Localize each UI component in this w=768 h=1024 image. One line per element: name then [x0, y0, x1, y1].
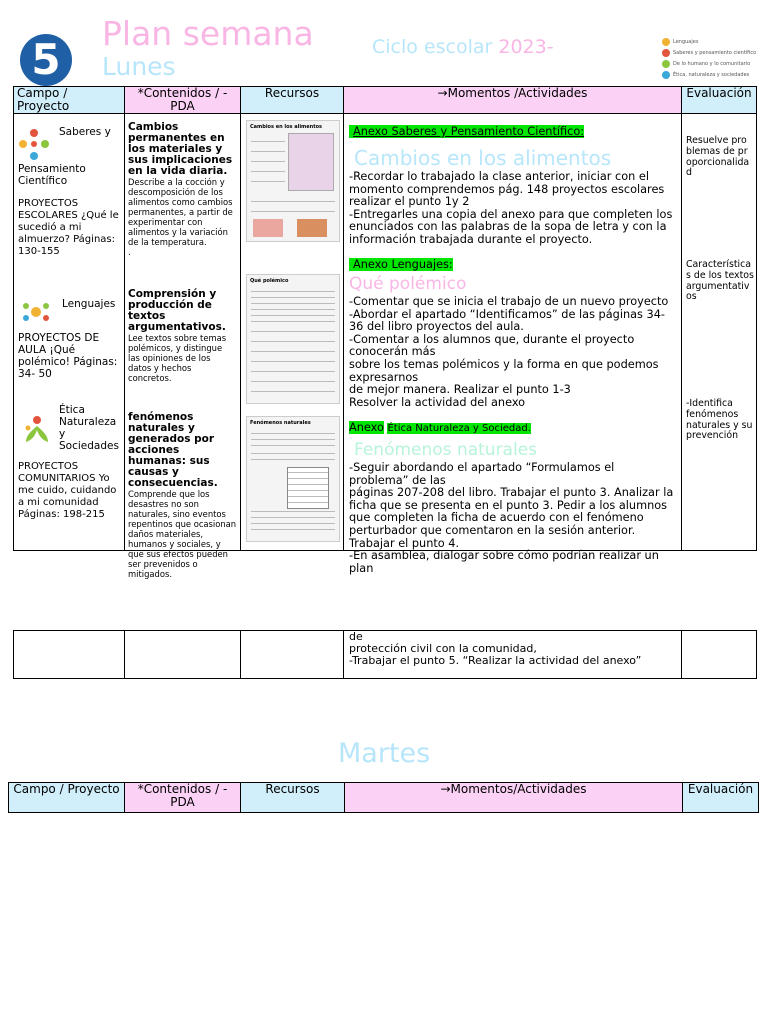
activity-text: -Seguir abordando el apartado “Formulamos el problema” de las	[349, 461, 615, 487]
evaluation-3: -Identifica fenómenos naturales y su prevención	[686, 398, 753, 442]
legend-item: Ética, naturaleza y sociedades	[662, 69, 766, 80]
empty-cell	[14, 631, 125, 679]
campo-cell	[14, 114, 125, 551]
school-cycle	[372, 36, 554, 58]
legend-item: Saberes y pensamiento científico	[662, 47, 766, 58]
col-contenidos: *Contenidos / - PDA	[125, 783, 241, 813]
content-3-title: fenómenos naturales y generados por acciones humanas: sus causas y consecuencias.	[128, 411, 218, 489]
word-search-grid	[288, 133, 334, 191]
legend-item: De lo humano y lo comunitario	[662, 58, 766, 69]
resource-thumbnail-1: Cambios en los alimentos	[246, 120, 340, 242]
tuesday-table	[8, 782, 759, 813]
activity-text: -Comentar a los alumnos que, durante el proyecto conocerán más	[349, 332, 635, 359]
empty-cell	[241, 631, 344, 679]
etica-icon	[22, 414, 52, 448]
saberes-icon	[662, 49, 670, 57]
col-momentos: →Momentos/Actividades	[345, 783, 683, 813]
activity-text: de mejor manera. Realizar el punto 1-3	[349, 383, 571, 397]
activity-title-2: Qué polémico	[349, 274, 467, 294]
content-1-tail: .	[128, 247, 131, 257]
anexo-lenguajes-label: Anexo Lenguajes:	[349, 258, 453, 271]
activity-text: -Trabajar el punto 5. “Realizar la actividad del anexo”	[349, 654, 642, 667]
legend-item: Lenguajes	[662, 36, 766, 47]
col-momentos: →Momentos /Actividades	[344, 87, 682, 114]
content-3-text: Comprende que los desastres no son naturales, sino eventos repentinos que ocasionan daños materiales, humanos y sociales, y que sus efectos pueden ser prevenidos o mitigados.	[128, 489, 237, 579]
lenguajes-title: Lenguajes	[62, 298, 116, 310]
activity-text: páginas 207-208 del libro. Trabajar el punto 3. Analizar la ficha que se presenta en el punto 3. Pedir a los alumnos que completen la ficha de acuerdo con el fenómeno perturbador que comentaron en la sesión anterior. Trabajar el punto 4.	[349, 486, 674, 550]
week-number-badge: 5	[20, 34, 72, 86]
activity-text: protección civil con la comunidad,	[349, 642, 537, 655]
cycle-year: 2023-	[498, 36, 554, 58]
food-image	[253, 219, 283, 237]
etica-project: PROYECTOS COMUNITARIOS Yo me cuido, cuidando a mi comunidad Páginas: 198-215	[18, 461, 117, 520]
anexo-etica-label: Ética Naturaleza y Sociedad.	[387, 423, 531, 434]
lenguajes-icon	[20, 296, 52, 328]
activity-title-1: Cambios en los alimentos	[354, 146, 612, 170]
col-evaluacion: Evaluación	[683, 783, 759, 813]
etica-title: Ética Naturaleza y Sociedades	[59, 404, 119, 452]
col-evaluacion: Evaluación	[682, 87, 757, 114]
crossword-grid	[287, 467, 329, 509]
content-1-title: Cambios permanentes en los materiales y sus implicaciones en la vida diaria.	[128, 121, 233, 177]
activity-text: -Entregarles una copia del anexo para que completen los enunciados con las palabras de la sopa de letra y con la información trabajada durante el proyecto.	[349, 207, 673, 246]
evaluation-2: Características de los textos argumentativos	[686, 259, 754, 303]
resource-thumbnail-3: Fenómenos naturales	[246, 416, 340, 542]
contenidos-cell	[125, 114, 241, 579]
food-image	[297, 219, 327, 237]
content-2-text: Lee textos sobre temas polémicos, y distingue las opiniones de los datos y hechos concretos.	[128, 333, 227, 383]
col-contenidos: *Contenidos / - PDA	[125, 87, 241, 114]
saberes-title: Saberes y	[59, 126, 111, 138]
saberes-icon	[18, 128, 50, 162]
cycle-label: Ciclo escolar	[372, 36, 499, 58]
saberes-project: PROYECTOS ESCOLARES ¿Qué le sucedió a mi almuerzo? Páginas: 130-155	[18, 198, 119, 257]
content-2-title: Comprensión y producción de textos argumentativos.	[128, 288, 226, 333]
activity-text: de	[349, 630, 363, 643]
col-recursos: Recursos	[241, 783, 345, 813]
monday-table-continuation	[13, 630, 757, 679]
day-title: Lunes	[102, 52, 176, 81]
empty-cell	[682, 631, 757, 679]
activity-text: -Recordar lo trabajado la clase anterior, iniciar con el momento comprendemos pág. 148 proyectos escolares realizar el punto 1y 2	[349, 170, 665, 209]
humano-icon	[662, 60, 670, 68]
activity-title-3: Fenómenos naturales	[354, 440, 538, 460]
fields-legend	[662, 36, 766, 80]
evaluation-1: Resuelve problemas de proporcionalidad	[686, 135, 750, 179]
activity-text: sobre los temas polémicos y la forma en que podemos expresarnos	[349, 357, 659, 384]
momentos-cell	[344, 114, 682, 575]
col-campo: Campo / Proyecto	[9, 783, 125, 813]
momentos-continuation	[344, 631, 682, 679]
anexo-label: Anexo	[349, 421, 384, 434]
col-campo: Campo / Proyecto	[14, 87, 125, 114]
saberes-subtitle: Pensamiento Científico	[18, 163, 86, 187]
content-1-text: Describe a la cocción y descomposición de los alimentos como cambios permanentes, a partir de experimentar con alimentos y la variación de la temperatura.	[128, 177, 233, 247]
lenguajes-project: PROYECTOS DE AULA ¡Qué polémico! Páginas: 34- 50	[18, 332, 118, 380]
activity-text: -Comentar que se inicia el trabajo de un nuevo proyecto -Abordar el apartado “Identificamos” de las páginas 34-36 del libro proyectos del aula.	[349, 295, 669, 334]
anexo-saberes-label: Anexo Saberes y Pensamiento Científico:	[349, 125, 584, 138]
recursos-cell	[241, 114, 344, 551]
etica-icon	[662, 71, 670, 79]
activity-text: Resolver la actividad del anexo	[349, 395, 526, 409]
resource-thumbnail-2: Qué polémico	[246, 274, 340, 404]
col-recursos: Recursos	[241, 87, 344, 114]
activity-text: -En asamblea, dialogar sobre cómo podrían realizar un plan	[349, 549, 659, 575]
page-title: Plan semana	[102, 14, 314, 53]
lenguajes-icon	[662, 38, 670, 46]
evaluacion-cell	[682, 114, 757, 551]
tuesday-title: Martes	[338, 738, 431, 769]
empty-cell	[125, 631, 241, 679]
monday-table	[13, 86, 757, 579]
